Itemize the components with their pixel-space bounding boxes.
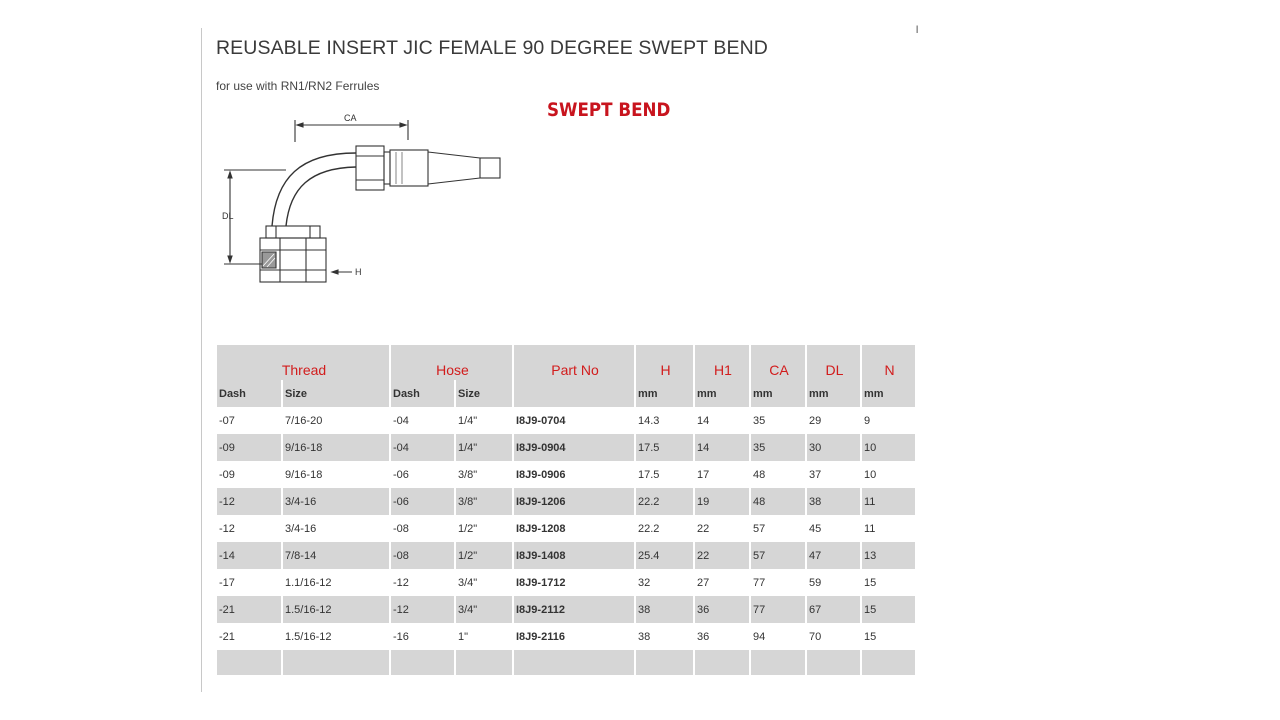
subheader-thread-dash: Dash	[217, 380, 281, 407]
cell-dl: 29	[807, 407, 860, 434]
cell-empty	[217, 650, 281, 675]
cell-h: 22.2	[636, 488, 693, 515]
cell-ca: 94	[751, 623, 805, 650]
header-h1: H1	[695, 345, 749, 380]
taper-bottom	[428, 178, 480, 184]
cell-h: 17.5	[636, 461, 693, 488]
cell-dl: 47	[807, 542, 860, 569]
table-row	[217, 434, 915, 461]
left-divider	[201, 28, 202, 692]
cell-n: 11	[862, 488, 915, 515]
cell-part-no: I8J9-1408	[514, 542, 634, 569]
cell-n: 10	[862, 434, 915, 461]
group-header-row	[217, 345, 915, 380]
cell-part-no: I8J9-2116	[514, 623, 634, 650]
cell-thread-size: 7/16-20	[283, 407, 389, 434]
cell-empty	[283, 650, 389, 675]
cell-hose-dash: -06	[391, 461, 454, 488]
swivel-collar	[266, 226, 320, 238]
cell-h1: 36	[695, 596, 749, 623]
cell-h: 25.4	[636, 542, 693, 569]
cell-dl: 45	[807, 515, 860, 542]
cell-ca: 35	[751, 407, 805, 434]
ca-arrow-right	[400, 123, 406, 127]
cell-part-no: I8J9-2112	[514, 596, 634, 623]
cell-hose-size: 3/4"	[456, 569, 512, 596]
cell-hose-size: 1/2"	[456, 542, 512, 569]
cell-thread-size: 3/4-16	[283, 488, 389, 515]
table-row	[217, 488, 915, 515]
header-ca: CA	[751, 345, 805, 380]
cell-hose-dash: -16	[391, 623, 454, 650]
cell-h: 38	[636, 623, 693, 650]
cell-ca: 48	[751, 488, 805, 515]
cell-empty	[807, 650, 860, 675]
dl-arrow-top	[228, 172, 232, 178]
cell-h: 14.3	[636, 407, 693, 434]
label-ca: CA	[344, 113, 357, 123]
cell-empty	[636, 650, 693, 675]
cell-thread-dash: -12	[217, 515, 281, 542]
subheader-h1-unit: mm	[695, 380, 749, 407]
cell-thread-dash: -12	[217, 488, 281, 515]
table-row	[217, 461, 915, 488]
table-row	[217, 542, 915, 569]
cell-thread-size: 9/16-18	[283, 434, 389, 461]
cell-hose-size: 1/4"	[456, 434, 512, 461]
table-row-empty	[217, 650, 915, 675]
cell-hose-size: 1/4"	[456, 407, 512, 434]
cell-h1: 22	[695, 542, 749, 569]
swept-bend-diagram	[218, 108, 518, 298]
cell-hose-dash: -12	[391, 569, 454, 596]
cell-h: 17.5	[636, 434, 693, 461]
cell-empty	[695, 650, 749, 675]
header-hose: Hose	[391, 345, 512, 380]
header-h: H	[636, 345, 693, 380]
cell-hose-size: 1"	[456, 623, 512, 650]
table-row	[217, 515, 915, 542]
cell-n: 15	[862, 623, 915, 650]
cell-hose-dash: -04	[391, 434, 454, 461]
ca-arrow-left	[297, 123, 303, 127]
bend-inner	[286, 167, 356, 226]
label-dl: DL	[222, 211, 234, 221]
cell-hose-dash: -08	[391, 542, 454, 569]
cell-ca: 77	[751, 569, 805, 596]
cell-part-no: I8J9-0906	[514, 461, 634, 488]
section-label: SWEPT BEND	[547, 99, 671, 121]
subheader-h-unit: mm	[636, 380, 693, 407]
header-part-no: Part No	[514, 345, 634, 380]
cell-ca: 35	[751, 434, 805, 461]
cell-thread-dash: -21	[217, 623, 281, 650]
cell-thread-dash: -09	[217, 461, 281, 488]
cell-n: 9	[862, 407, 915, 434]
cell-thread-dash: -09	[217, 434, 281, 461]
cell-n: 15	[862, 596, 915, 623]
cell-ca: 57	[751, 515, 805, 542]
dimension-table	[215, 345, 917, 675]
table-row	[217, 407, 915, 434]
cell-h: 22.2	[636, 515, 693, 542]
cell-dl: 59	[807, 569, 860, 596]
stem-tip	[480, 158, 500, 178]
fitting-drawing	[218, 108, 518, 298]
cell-part-no: I8J9-0704	[514, 407, 634, 434]
cell-n: 15	[862, 569, 915, 596]
header-n: N	[862, 345, 915, 380]
cell-thread-size: 1.1/16-12	[283, 569, 389, 596]
subheader-hose-dash: Dash	[391, 380, 454, 407]
corner-mark: l	[916, 25, 919, 36]
cell-n: 11	[862, 515, 915, 542]
cell-thread-dash: -14	[217, 542, 281, 569]
cell-ca: 57	[751, 542, 805, 569]
cell-dl: 38	[807, 488, 860, 515]
subheader-part-no	[514, 380, 634, 407]
cell-empty	[862, 650, 915, 675]
label-h: H	[355, 267, 362, 277]
cell-n: 13	[862, 542, 915, 569]
cell-part-no: I8J9-1208	[514, 515, 634, 542]
cell-h1: 14	[695, 434, 749, 461]
cell-thread-size: 1.5/16-12	[283, 623, 389, 650]
cell-thread-size: 3/4-16	[283, 515, 389, 542]
cell-h1: 17	[695, 461, 749, 488]
page-title: REUSABLE INSERT JIC FEMALE 90 DEGREE SWEPT BEND	[216, 37, 768, 59]
cell-empty	[391, 650, 454, 675]
cell-hose-dash: -12	[391, 596, 454, 623]
cell-dl: 67	[807, 596, 860, 623]
cell-hose-dash: -08	[391, 515, 454, 542]
table-row	[217, 623, 915, 650]
cell-h1: 19	[695, 488, 749, 515]
cell-thread-dash: -07	[217, 407, 281, 434]
cell-hose-size: 3/8"	[456, 461, 512, 488]
cell-n: 10	[862, 461, 915, 488]
table-row	[217, 596, 915, 623]
h-arrow	[332, 270, 338, 274]
cell-hose-size: 3/4"	[456, 596, 512, 623]
header-thread: Thread	[217, 345, 389, 380]
cell-thread-size: 9/16-18	[283, 461, 389, 488]
tube-nut	[356, 146, 384, 190]
cell-dl: 30	[807, 434, 860, 461]
cell-thread-dash: -21	[217, 596, 281, 623]
cell-thread-size: 7/8-14	[283, 542, 389, 569]
cell-hose-dash: -06	[391, 488, 454, 515]
cell-h: 38	[636, 596, 693, 623]
cell-ca: 77	[751, 596, 805, 623]
cell-hose-size: 1/2"	[456, 515, 512, 542]
subheader-n-unit: mm	[862, 380, 915, 407]
cell-hose-size: 3/8"	[456, 488, 512, 515]
cell-h: 32	[636, 569, 693, 596]
subheader-hose-size: Size	[456, 380, 512, 407]
cell-empty	[456, 650, 512, 675]
cell-part-no: I8J9-1206	[514, 488, 634, 515]
cell-dl: 37	[807, 461, 860, 488]
subheader-thread-size: Size	[283, 380, 389, 407]
subheader-ca-unit: mm	[751, 380, 805, 407]
header-dl: DL	[807, 345, 860, 380]
cell-h1: 27	[695, 569, 749, 596]
taper-top	[428, 152, 480, 158]
cell-empty	[514, 650, 634, 675]
cell-h1: 14	[695, 407, 749, 434]
table-row	[217, 569, 915, 596]
cell-part-no: I8J9-1712	[514, 569, 634, 596]
cell-empty	[751, 650, 805, 675]
dl-arrow-bottom	[228, 256, 232, 262]
cell-thread-size: 1.5/16-12	[283, 596, 389, 623]
page-subtitle: for use with RN1/RN2 Ferrules	[216, 79, 380, 93]
bend-outer	[272, 153, 356, 226]
subheader-dl-unit: mm	[807, 380, 860, 407]
cell-dl: 70	[807, 623, 860, 650]
cell-hose-dash: -04	[391, 407, 454, 434]
sub-header-row	[217, 380, 915, 407]
cell-part-no: I8J9-0904	[514, 434, 634, 461]
cell-h1: 22	[695, 515, 749, 542]
cell-thread-dash: -17	[217, 569, 281, 596]
cell-h1: 36	[695, 623, 749, 650]
cell-ca: 48	[751, 461, 805, 488]
